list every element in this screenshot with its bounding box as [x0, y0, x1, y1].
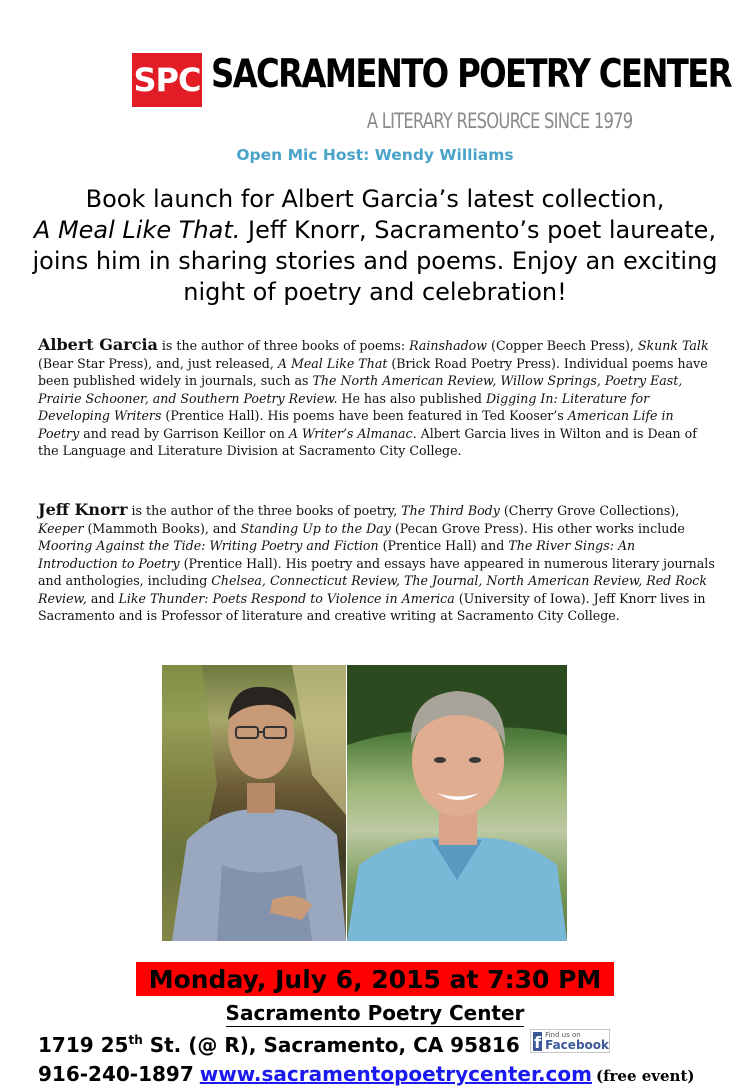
- facebook-icon: f: [534, 1032, 542, 1052]
- bio-text: and: [86, 590, 119, 606]
- bio-text: is the author of three books of poems:: [157, 338, 410, 353]
- facebook-label: Facebook: [545, 1037, 609, 1052]
- book-title: A Meal Like That: [277, 355, 388, 371]
- open-mic-host: Open Mic Host: Wendy Williams: [236, 146, 514, 164]
- bio-text: (Prentice Hall). His poems have been featured in Ted Kooser’s: [161, 408, 568, 423]
- intro-text-1: Book launch for Albert Garcia’s latest collection,: [85, 185, 665, 213]
- book-title: Skunk Talk: [637, 338, 709, 353]
- spc-logo: [132, 52, 731, 135]
- albert-garcia-photo: [162, 665, 346, 941]
- journal-titles: The North American Review, Willow Springs, Poetry East, Prairie Schooner, and Southern Poetry Review.: [38, 373, 683, 406]
- address-rest: St. (@ R), Sacramento, CA 95816: [142, 1033, 520, 1057]
- address-number: 1719 25: [38, 1033, 129, 1057]
- logo-tagline: A LITERARY RESOURCE SINCE 1979: [366, 109, 632, 133]
- book-title: Keeper: [38, 520, 84, 536]
- bio-text: (Prentice Hall). His poetry and essays have appeared in numerous literary journals and anthologies, including: [38, 555, 715, 588]
- logo-title: SACRAMENTO POETRY CENTER: [211, 52, 731, 97]
- bio-text: Albert Garcia lives in Wilton and is Dean of the Language and Literature Division at Sacramento City College.: [38, 425, 697, 458]
- contact-line: [38, 1062, 694, 1086]
- book-title: The Third Body: [401, 503, 500, 518]
- event-intro: [26, 184, 724, 308]
- bio-text: (Mammoth Books), and: [83, 520, 241, 536]
- book-title: Rainshadow: [409, 338, 488, 353]
- bio-text: (Prentice Hall) and: [378, 538, 509, 553]
- event-date-banner: Monday, July 6, 2015 at 7:30 PM: [136, 962, 614, 996]
- intro-book-title: A Meal Like That.: [33, 216, 241, 244]
- bio-text: (Bear Star Press), and, just released,: [38, 355, 278, 371]
- intro-text-2: Jeff Knorr, Sacramento’s poet laureate, joins him in sharing stories and poems. Enjoy an exciting night of poetry and celebration!: [32, 216, 718, 306]
- bio-text: (Copper Beech Press),: [487, 338, 638, 353]
- jeff-knorr-photo: [347, 665, 567, 941]
- bio-name: Jeff Knorr: [38, 500, 128, 519]
- book-title: Standing Up to the Day: [240, 520, 391, 536]
- bio-name: Albert Garcia: [38, 335, 158, 354]
- jeff-knorr-bio: [38, 501, 718, 625]
- book-title: A Writer’s Almanac.: [288, 425, 417, 441]
- bio-text: is the author of the three books of poetry,: [127, 503, 402, 518]
- website-link[interactable]: www.sacramentopoetrycenter.com: [199, 1062, 592, 1086]
- bio-text: (Brick Road Poetry Press). Individual poems have been published widely in journals, such as: [38, 355, 708, 388]
- venue-name: [0, 1001, 750, 1025]
- book-title: American Life in Poetry: [38, 408, 674, 441]
- book-title: Digging In: Literature for Developing Writers: [38, 390, 650, 423]
- book-title: Like Thunder: Poets Respond to Violence in America: [118, 590, 455, 606]
- free-event-note: (free event): [595, 1067, 695, 1085]
- bio-text: (Cherry Grove Collections),: [499, 503, 680, 518]
- venue-name-text: Sacramento Poetry Center: [225, 1001, 525, 1025]
- bio-text: (University of Iowa). Jeff Knorr lives in Sacramento and is Professor of literature and creative writing at Sacramento City College.: [38, 590, 706, 623]
- book-title: Mooring Against the Tide: Writing Poetry and Fiction: [38, 538, 379, 553]
- facebook-text: [545, 1032, 609, 1051]
- poet-photos: [162, 665, 567, 941]
- albert-garcia-bio: [38, 336, 718, 460]
- address-ordinal: th: [128, 1033, 143, 1047]
- facebook-badge[interactable]: [530, 1029, 610, 1053]
- bio-text: and read by Garrison Keillor on: [79, 425, 289, 441]
- logo-abbr: SPC: [132, 53, 202, 107]
- phone-number: 916-240-1897: [38, 1062, 194, 1086]
- journal-titles: Chelsea, Connecticut Review, The Journal, North American Review, Red Rock Review,: [38, 573, 707, 606]
- book-title: The River Sings: An Introduction to Poetry: [38, 538, 636, 571]
- bio-text: He has also published: [337, 390, 486, 406]
- bio-text: (Pecan Grove Press). His other works include: [390, 520, 685, 536]
- facebook-small-text: Find us on: [545, 1030, 581, 1039]
- venue-address: [38, 1033, 520, 1057]
